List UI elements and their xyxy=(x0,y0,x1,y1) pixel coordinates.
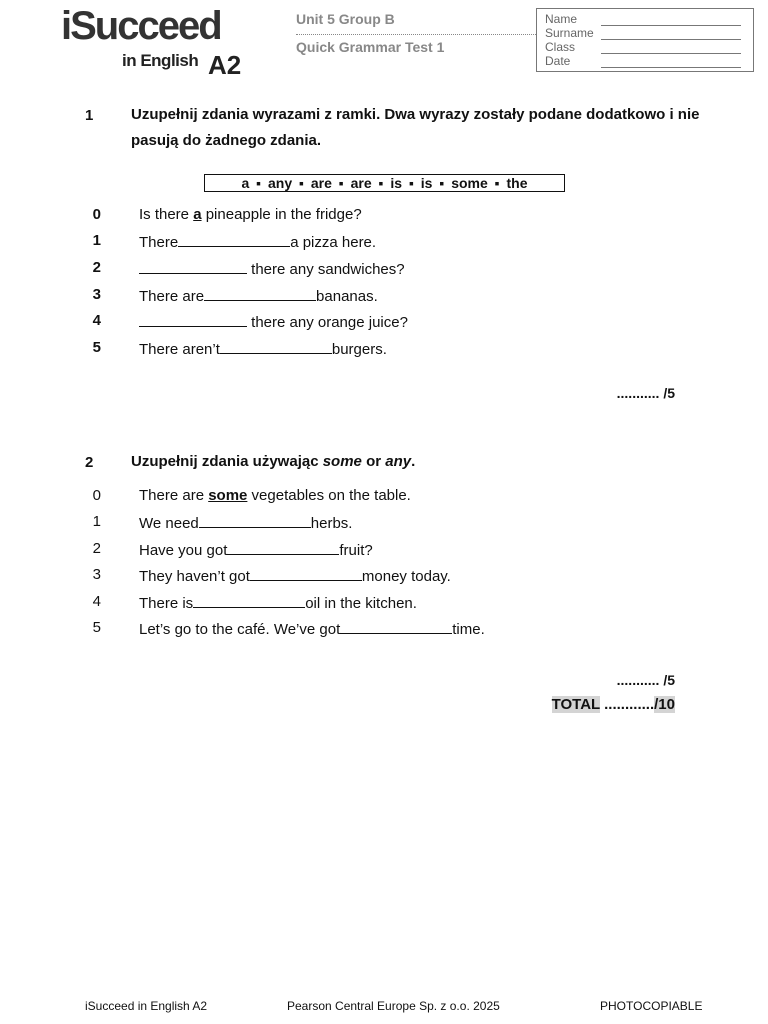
sentence: there any sandwiches? xyxy=(139,259,405,278)
exercise-1-score: ........... /5 xyxy=(616,385,675,401)
logo-main: iSucceed xyxy=(61,4,221,48)
logo-level: A2 xyxy=(208,50,242,80)
example-sentence: Is there a pineapple in the fridge? xyxy=(139,206,362,223)
item-number: 3 xyxy=(92,566,101,583)
word-box: a ▪ any ▪ are ▪ are ▪ is ▪ is ▪ some ▪ the xyxy=(204,174,565,192)
sentence: there any orange juice? xyxy=(139,312,408,331)
answer-blank[interactable] xyxy=(220,339,332,354)
header-divider xyxy=(296,34,536,35)
sentence: There aren’t burgers. xyxy=(139,341,387,358)
footer-publisher: Pearson Central Europe Sp. z o.o. 2025 xyxy=(287,999,500,1013)
sentence: There is oil in the kitchen. xyxy=(139,595,417,612)
class-label: Class xyxy=(545,40,576,54)
total-max: /10 xyxy=(654,696,675,713)
answer-blank[interactable] xyxy=(139,312,247,327)
example-sentence: There are some vegetables on the table. xyxy=(139,487,411,504)
answer-blank[interactable] xyxy=(178,232,290,247)
item-number: 5 xyxy=(92,619,101,636)
sentence: There are bananas. xyxy=(139,288,378,305)
item-number: 0 xyxy=(92,206,101,223)
footer-left: iSucceed in English A2 xyxy=(85,999,208,1013)
surname-label: Surname xyxy=(545,26,594,40)
sentence: We need herbs. xyxy=(139,515,353,532)
item-number: 3 xyxy=(92,286,101,303)
surname-field[interactable] xyxy=(601,39,741,40)
item-number: 4 xyxy=(92,593,101,610)
footer-photocopiable: PHOTOCOPIABLE xyxy=(600,999,703,1013)
exercise-1-instruction: Uzupełnij zdania wyrazami z ramki. Dwa wyrazy zostały podane dodatkowo i nie pasują do żadnego zdania. xyxy=(131,106,700,149)
item-number: 1 xyxy=(92,232,101,249)
unit-title: Unit 5 Group B xyxy=(296,11,395,27)
logo-sub: in English xyxy=(122,51,199,70)
answer-blank[interactable] xyxy=(250,566,362,581)
exercise-1-number: 1 xyxy=(85,107,94,124)
answer-blank[interactable] xyxy=(193,593,305,608)
answer-blank[interactable] xyxy=(204,286,316,301)
item-number: 2 xyxy=(92,540,101,557)
total-score: TOTAL ............/10 xyxy=(551,696,675,713)
date-field[interactable] xyxy=(601,67,741,68)
name-label: Name xyxy=(545,12,578,26)
exercise-2-instruction: Uzupełnij zdania używając some or any. xyxy=(131,453,416,470)
sentence: There a pizza here. xyxy=(139,234,377,251)
student-info-box xyxy=(536,8,754,72)
exercise-2-number: 2 xyxy=(85,454,94,471)
sentence: Have you got fruit? xyxy=(139,542,373,559)
class-field[interactable] xyxy=(601,53,741,54)
item-number: 1 xyxy=(92,513,101,530)
example-answer: a xyxy=(193,206,202,223)
test-title: Quick Grammar Test 1 xyxy=(296,39,445,55)
total-label: TOTAL xyxy=(551,696,600,713)
name-field[interactable] xyxy=(601,25,741,26)
item-number: 2 xyxy=(92,259,101,276)
sentence: Let’s go to the café. We’ve got time. xyxy=(139,621,485,638)
exercise-2-score: ........... /5 xyxy=(616,672,675,688)
answer-blank[interactable] xyxy=(199,513,311,528)
answer-blank[interactable] xyxy=(227,540,339,555)
item-number: 5 xyxy=(92,339,101,356)
item-number: 4 xyxy=(92,312,101,329)
answer-blank[interactable] xyxy=(340,619,452,634)
sentence: They haven’t got money today. xyxy=(139,568,451,585)
date-label: Date xyxy=(545,54,571,68)
answer-blank[interactable] xyxy=(139,259,247,274)
item-number: 0 xyxy=(92,487,101,504)
example-answer: some xyxy=(208,487,248,504)
